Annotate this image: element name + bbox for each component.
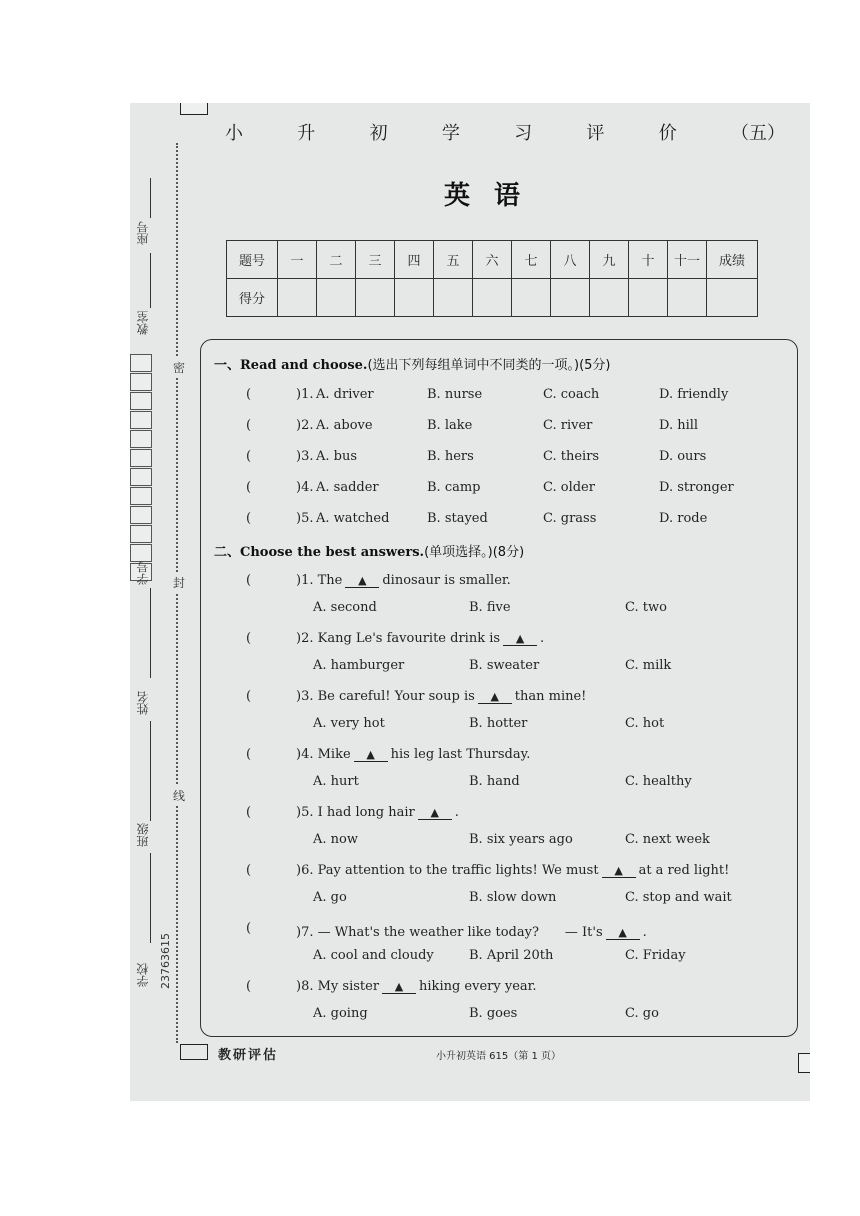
option-c: C. stop and wait bbox=[625, 890, 732, 905]
option-a: A. sadder bbox=[316, 480, 379, 495]
option-c: C. river bbox=[543, 418, 593, 433]
option-b: B. hotter bbox=[469, 716, 528, 731]
option-a: A. watched bbox=[316, 511, 390, 526]
option-c: C. next week bbox=[625, 832, 710, 847]
option-c: C. hot bbox=[625, 716, 665, 731]
footer-box bbox=[180, 1044, 208, 1060]
option-d: D. stronger bbox=[659, 480, 734, 495]
option-c: C. go bbox=[625, 1006, 659, 1021]
option-b: B. camp bbox=[427, 480, 481, 495]
option-b: B. nurse bbox=[427, 387, 483, 402]
option-c: C. older bbox=[543, 480, 595, 495]
option-a: A. very hot bbox=[313, 716, 385, 731]
student-id-boxes bbox=[130, 354, 152, 582]
score-table-header-row: 题号 一 二 三 四 五 六 七 八 九 十 十一 成绩 bbox=[227, 241, 758, 279]
option-b: B. April 20th bbox=[469, 948, 554, 963]
question-number: )2. bbox=[296, 418, 314, 433]
option-b: B. sweater bbox=[469, 658, 540, 673]
answer-paren[interactable]: ( bbox=[246, 631, 252, 646]
exam-paper bbox=[130, 103, 810, 1101]
score-table bbox=[226, 240, 758, 317]
answer-paren[interactable]: ( bbox=[246, 573, 252, 588]
option-b: B. hand bbox=[469, 774, 520, 789]
question-number: )5. bbox=[296, 511, 314, 526]
option-a: A. above bbox=[316, 418, 373, 433]
subject-title: 英语 bbox=[443, 181, 544, 211]
blank-marker: ▲ bbox=[382, 981, 416, 994]
option-d: D. ours bbox=[659, 449, 707, 464]
option-c: C. milk bbox=[625, 658, 672, 673]
page-number: 小升初英语 615（第 1 页） bbox=[436, 1051, 561, 1062]
answer-paren[interactable]: ( bbox=[246, 689, 252, 704]
option-b: B. goes bbox=[469, 1006, 518, 1021]
blank-marker: ▲ bbox=[354, 749, 388, 762]
question-stem: )4. Mike ▲ his leg last Thursday. bbox=[296, 747, 531, 762]
question-number: )1. bbox=[296, 387, 314, 402]
class-label: 班级 bbox=[136, 823, 150, 847]
option-c: C. coach bbox=[543, 387, 600, 402]
section2-title: 二、Choose the best answers.(单项选择。)(8分) bbox=[214, 545, 525, 560]
option-a: A. going bbox=[313, 1006, 368, 1021]
option-b: B. five bbox=[469, 600, 511, 615]
classroom-label: 教室 bbox=[136, 311, 150, 335]
option-b: B. hers bbox=[427, 449, 474, 464]
blank-marker: ▲ bbox=[345, 575, 379, 588]
corner-box-top bbox=[180, 103, 208, 115]
answer-paren[interactable]: ( bbox=[246, 418, 252, 433]
answer-paren[interactable]: ( bbox=[246, 480, 252, 495]
answer-paren[interactable]: ( bbox=[246, 511, 252, 526]
option-d: D. rode bbox=[659, 511, 708, 526]
question-number: )3. bbox=[296, 449, 314, 464]
question-stem: )5. I had long hair ▲ . bbox=[296, 805, 459, 820]
question-stem: )3. Be careful! Your soup is ▲ than mine! bbox=[296, 689, 587, 704]
question-stem: )2. Kang Le's favourite drink is ▲ . bbox=[296, 631, 545, 646]
binding-dotted-line bbox=[176, 143, 178, 1043]
blank-marker: ▲ bbox=[602, 865, 636, 878]
option-b: B. stayed bbox=[427, 511, 488, 526]
question-stem: )1. The ▲ dinosaur is smaller. bbox=[296, 573, 511, 588]
question-box bbox=[200, 339, 798, 1037]
blank-marker: ▲ bbox=[606, 927, 640, 940]
option-c: C. Friday bbox=[625, 948, 686, 963]
option-a: A. now bbox=[313, 832, 358, 847]
answer-paren[interactable]: ( bbox=[246, 863, 252, 878]
blank-marker: ▲ bbox=[503, 633, 537, 646]
section1-title: 一、Read and choose.(选出下列每组单词中不同类的一项。)(5分) bbox=[214, 358, 611, 373]
option-a: A. bus bbox=[316, 449, 358, 464]
name-label: 姓名 bbox=[136, 691, 150, 715]
option-a: A. hamburger bbox=[313, 658, 405, 673]
question-stem: )7. — What's the weather like today? — It's ▲ . bbox=[296, 925, 647, 940]
option-c: C. grass bbox=[543, 511, 597, 526]
answer-paren[interactable]: ( bbox=[246, 921, 252, 936]
seal-word-feng: 封 bbox=[173, 573, 185, 592]
option-c: C. theirs bbox=[543, 449, 600, 464]
seat-number-label: 座号 bbox=[136, 221, 150, 245]
answer-paren[interactable]: ( bbox=[246, 805, 252, 820]
corner-box-bottom-right bbox=[798, 1053, 810, 1073]
answer-paren[interactable]: ( bbox=[246, 387, 252, 402]
option-a: A. cool and cloudy bbox=[313, 948, 434, 963]
answer-paren[interactable]: ( bbox=[246, 449, 252, 464]
blank-marker: ▲ bbox=[478, 691, 512, 704]
option-b: B. six years ago bbox=[469, 832, 573, 847]
exam-title: 小 升 初 学 习 评 价 （五） bbox=[225, 123, 785, 144]
footer-org: 教研评估 bbox=[218, 1048, 279, 1063]
option-d: D. hill bbox=[659, 418, 699, 433]
option-a: A. driver bbox=[316, 387, 374, 402]
option-b: B. lake bbox=[427, 418, 473, 433]
option-c: C. healthy bbox=[625, 774, 692, 789]
score-table-score-row: 得分 bbox=[227, 279, 758, 317]
school-label: 学校 bbox=[136, 963, 150, 987]
serial-number: 23763615 bbox=[159, 933, 172, 989]
answer-paren[interactable]: ( bbox=[246, 979, 252, 994]
seal-word-xian: 线 bbox=[173, 786, 185, 805]
option-a: A. second bbox=[313, 600, 377, 615]
option-c: C. two bbox=[625, 600, 667, 615]
blank-marker: ▲ bbox=[418, 807, 452, 820]
question-stem: )6. Pay attention to the traffic lights! We must ▲ at a red light! bbox=[296, 863, 730, 878]
student-id-label: 学号 bbox=[136, 561, 150, 585]
option-a: A. go bbox=[313, 890, 347, 905]
question-stem: )8. My sister ▲ hiking every year. bbox=[296, 979, 537, 994]
seal-word-mi: 密 bbox=[173, 358, 185, 377]
question-number: )4. bbox=[296, 480, 314, 495]
option-a: A. hurt bbox=[313, 774, 359, 789]
answer-paren[interactable]: ( bbox=[246, 747, 252, 762]
option-b: B. slow down bbox=[469, 890, 557, 905]
option-d: D. friendly bbox=[659, 387, 729, 402]
